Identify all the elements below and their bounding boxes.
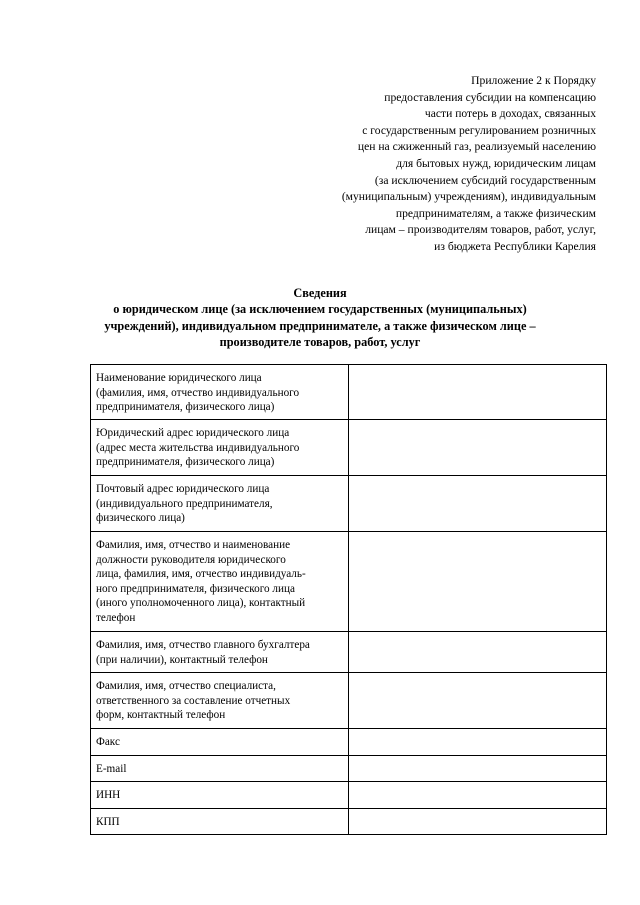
form-label	[91, 532, 349, 632]
form-label	[91, 365, 349, 420]
form-value-cell[interactable]	[349, 756, 607, 782]
form-value-cell[interactable]	[349, 420, 607, 476]
form-label	[91, 632, 349, 673]
form-row-fax	[91, 729, 607, 756]
appendix-line: части потерь в доходах, связанных	[424, 107, 596, 121]
heading-line: учреждений), индивидуальном предпринимателе, а также физическом лице –	[104, 318, 536, 333]
form-row-specialist	[91, 673, 607, 729]
form-value-cell[interactable]	[349, 476, 607, 532]
form-label	[91, 729, 349, 756]
appendix-line: цен на сжиженный газ, реализуемый населению	[357, 140, 596, 154]
form-label-line: Фамилия, имя, отчество и наименование	[96, 539, 291, 551]
form-label-line: Факс	[96, 736, 120, 748]
form-value-cell[interactable]	[349, 365, 607, 420]
form-value-cell[interactable]	[349, 632, 607, 673]
appendix-line: предоставления субсидии на компенсацию	[384, 90, 596, 104]
form-label-line: Фамилия, имя, отчество главного бухгалтера	[96, 639, 310, 651]
form-row-accountant	[91, 632, 607, 673]
form-label-line: предпринимателя, физического лица)	[96, 456, 275, 469]
form-value-cell[interactable]	[349, 729, 607, 756]
form-row-postal-address	[91, 476, 607, 532]
form-label-line: ИНН	[96, 789, 121, 801]
form-label	[91, 673, 349, 729]
form-label-line: (фамилия, имя, отчество индивидуального	[96, 386, 300, 399]
appendix-line: Приложение 2 к Порядку	[471, 74, 596, 87]
appendix-line: с государственным регулированием розничных	[362, 123, 596, 137]
form-value-cell[interactable]	[349, 532, 607, 632]
form-label-line: предпринимателя, физического лица)	[96, 401, 275, 414]
form-label-line: КПП	[96, 816, 120, 828]
form-label-line: E-mail	[96, 763, 127, 775]
form-label	[91, 420, 349, 476]
form-label-line: телефон	[96, 611, 136, 624]
form-label-line: ответственного за составление отчетных	[96, 694, 291, 707]
form-label	[91, 782, 349, 809]
form-label	[91, 756, 349, 782]
form-label-line: Фамилия, имя, отчество специалиста,	[96, 680, 276, 692]
form-label-line: лица, фамилия, имя, отчество индивидуаль-	[96, 568, 306, 581]
form-label-line: Юридический адрес юридического лица	[96, 427, 290, 439]
appendix-line: для бытовых нужд, юридическим лицам	[396, 156, 596, 170]
heading-title: Сведения	[293, 286, 347, 300]
form-label-line: (адрес места жительства индивидуального	[96, 441, 300, 454]
form-label-line: (индивидуального предпринимателя,	[96, 497, 273, 510]
heading-line: о юридическом лице (за исключением государственных (муниципальных)	[113, 302, 527, 317]
form-label-line: (при наличии), контактный телефон	[96, 653, 268, 666]
form-label-line: Наименование юридического лица	[96, 372, 262, 384]
form-value-cell[interactable]	[349, 673, 607, 729]
document-heading	[60, 285, 580, 351]
form-row-director	[91, 532, 607, 632]
form-value-cell[interactable]	[349, 809, 607, 835]
form-row-legal-address	[91, 420, 607, 476]
form-label-line: должности руководителя юридического	[96, 553, 286, 566]
form-row-email	[91, 756, 607, 782]
form-row-name	[91, 365, 607, 420]
appendix-line: из бюджета Республики Карелия	[434, 239, 596, 253]
form-label	[91, 809, 349, 835]
form-label-line: ного предпринимателя, физического лица	[96, 582, 295, 595]
appendix-line: (муниципальным) учреждениям), индивидуальным	[341, 190, 596, 204]
form-label-line: физического лица)	[96, 512, 185, 525]
form-row-inn	[91, 782, 607, 809]
info-form-table	[90, 364, 607, 835]
appendix-line: предпринимателям, а также физическим	[395, 206, 596, 220]
form-row-kpp	[91, 809, 607, 835]
appendix-line: лицам – производителям товаров, работ, услуг,	[365, 223, 596, 237]
form-label-line: Почтовый адрес юридического лица	[96, 483, 270, 495]
form-label	[91, 476, 349, 532]
appendix-note	[266, 73, 596, 256]
form-value-cell[interactable]	[349, 782, 607, 809]
appendix-line: (за исключением субсидий государственным	[374, 173, 596, 187]
heading-line: производителе товаров, работ, услуг	[219, 335, 421, 350]
form-label-line: (иного уполномоченного лица), контактный	[96, 597, 306, 610]
form-label-line: форм, контактный телефон	[96, 709, 226, 722]
